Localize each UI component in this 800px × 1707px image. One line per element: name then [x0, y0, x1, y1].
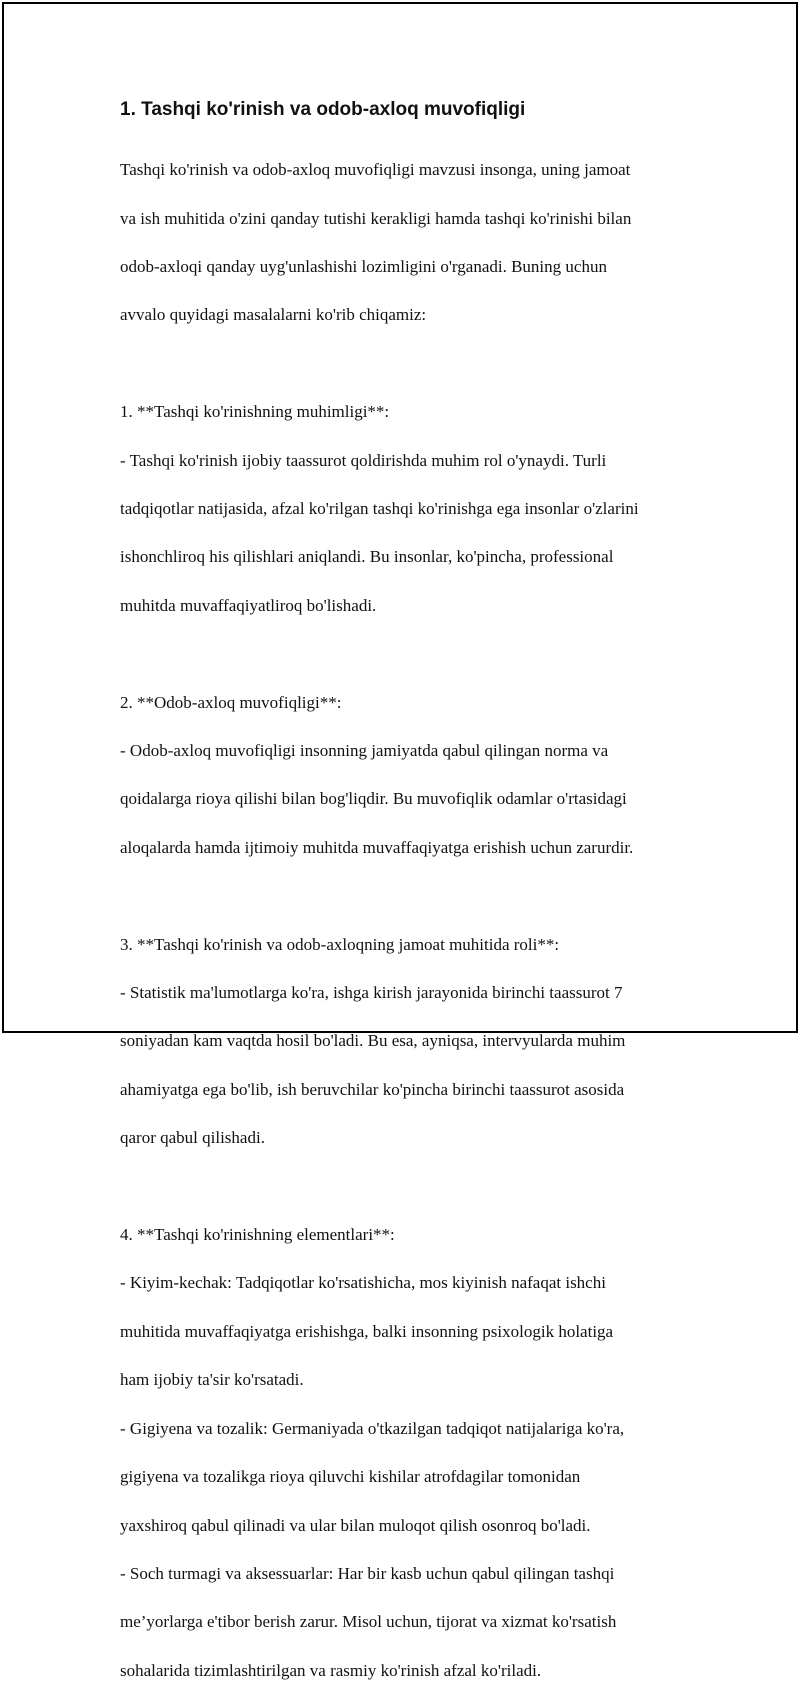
body-line: - Kiyim-kechak: Tadqiqotlar ko'rsatishicha, mos kiyinish nafaqat ishchi [120, 1273, 606, 1293]
body-line: qaror qabul qilishadi. [120, 1128, 265, 1148]
list-item-heading: 1. **Tashqi ko'rinishning muhimligi**: [120, 402, 390, 422]
list-item-heading: 3. **Tashqi ko'rinish va odob-axloqning jamoat muhitida roli**: [120, 934, 560, 954]
body-line: yaxshiroq qabul qilinadi va ular bilan muloqot qilish osonroq bo'ladi. [120, 1515, 591, 1535]
list-item-heading: 4. **Tashqi ko'rinishning elementlari**: [120, 1225, 395, 1245]
body-line: qoidalarga rioya qilishi bilan bog'liqdir. Bu muvofiqlik odamlar o'rtasidagi [120, 789, 627, 809]
body-line: ishonchliroq his qilishlari aniqlandi. Bu insonlar, ko'pincha, professional [120, 547, 614, 567]
body-line: muhitda muvaffaqiyatliroq bo'lishadi. [120, 595, 377, 615]
body-line: ahamiyatga ega bo'lib, ish beruvchilar ko'pincha birinchi taassurot asosida [120, 1079, 625, 1099]
section-heading: 1. Tashqi ko'rinish va odob-axloq muvofiqligi [120, 99, 526, 120]
body-line: va ish muhitida o'zini qanday tutishi kerakligi hamda tashqi ko'rinishi bilan [120, 208, 632, 228]
body-line: - Gigiyena va tozalik: Germaniyada o'tkazilgan tadqiqot natijalariga ko'ra, [120, 1418, 625, 1438]
body-line: - Tashqi ko'rinish ijobiy taassurot qoldirishda muhim rol o'ynaydi. Turli [120, 450, 607, 470]
body-line: gigiyena va tozalikga rioya qiluvchi kishilar atrofdagilar tomonidan [120, 1467, 581, 1487]
body-line: - Statistik ma'lumotlarga ko'ra, ishga kirish jarayonida birinchi taassurot 7 [120, 983, 623, 1003]
body-line: odob-axloqi qanday uyg'unlashishi lozimligini o'rganadi. Buning uchun [120, 257, 607, 277]
blank-line [120, 884, 700, 908]
body-line: sohalarida tizimlashtirilgan va rasmiy ko'rinish afzal ko'riladi. [120, 1660, 542, 1680]
body-line: Tashqi ko'rinish va odob-axloq muvofiqligi mavzusi insonga, uning jamoat [120, 160, 631, 180]
body-line: me’yorlarga e'tibor berish zarur. Misol uchun, tijorat va xizmat ko'rsatish [120, 1612, 617, 1632]
body-line: aloqalarda hamda ijtimoiy muhitda muvaffaqiyatga erishish uchun zarurdir. [120, 837, 634, 857]
blank-line [120, 1175, 700, 1199]
blank-line [120, 642, 700, 666]
body-line: - Soch turmagi va aksessuarlar: Har bir kasb uchun qabul qilingan tashqi [120, 1563, 615, 1583]
body-line: ham ijobiy ta'sir ko'rsatadi. [120, 1370, 304, 1390]
body-line: tadqiqotlar natijasida, afzal ko'rilgan tashqi ko'rinishga ega insonlar o'zlarini [120, 499, 639, 519]
blank-line [120, 352, 700, 376]
page-frame [2, 2, 798, 1680]
body-line: muhitida muvaffaqiyatga erishishga, balki insonning psixologik holatiga [120, 1321, 614, 1341]
body-line: - Odob-axloq muvofiqligi insonning jamiyatda qabul qilingan norma va [120, 741, 609, 761]
body-line: soniyadan kam vaqtda hosil bo'ladi. Bu esa, ayniqsa, intervyularda muhim [120, 1031, 626, 1051]
list-item-heading: 2. **Odob-axloq muvofiqligi**: [120, 692, 342, 712]
body-line: avvalo quyidagi masalalarni ko'rib chiqamiz: [120, 305, 427, 325]
document-content [120, 97, 700, 1707]
section-body [120, 134, 700, 1707]
